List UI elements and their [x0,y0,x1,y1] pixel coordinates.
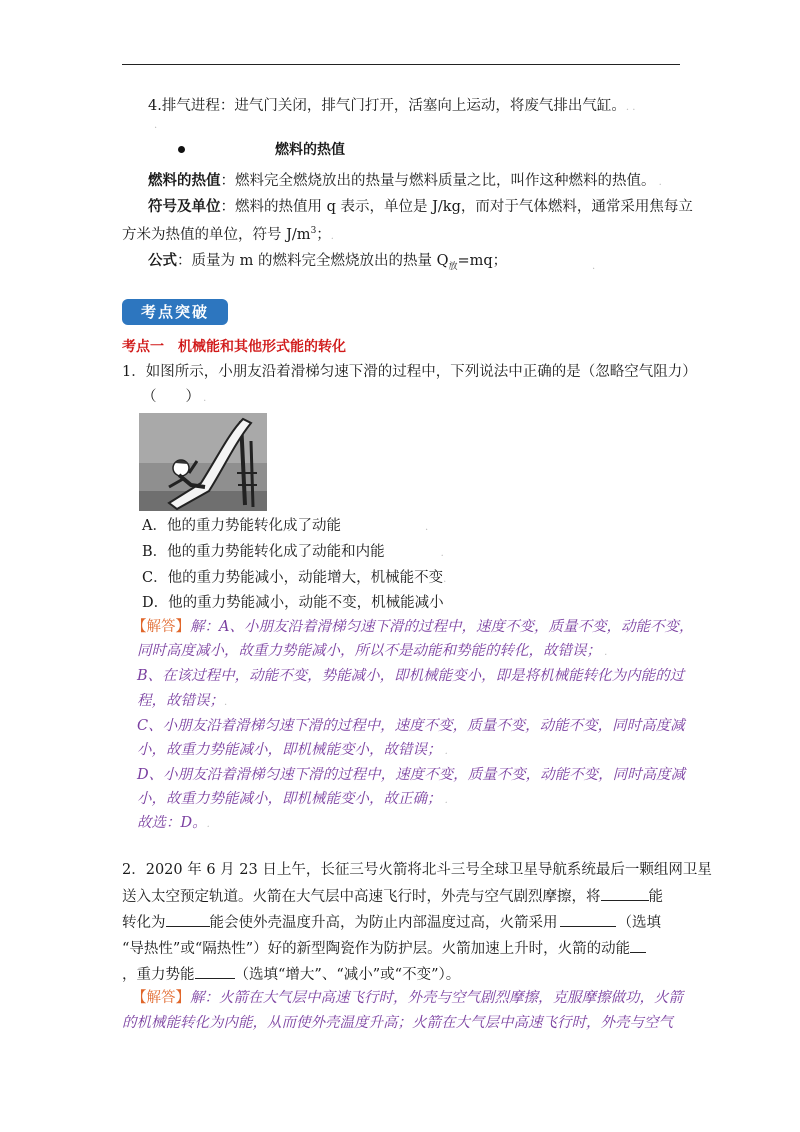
a1-line-5: C、小朋友沿着滑梯匀速下滑的过程中，速度不变，质量不变，动能不变，同时高度减 [137,718,685,734]
formula-label: 公式 [148,252,177,269]
a1-line-1 [132,617,693,637]
answer-text: 程，故错误； [137,693,224,709]
symbol-text-3: ； [316,226,331,243]
symbol-sup: 3 [310,226,317,236]
stroke4-text: 4.排气进程：进气门关闭，排气门打开，活塞向上运动，将废气排出气缸。. . [148,98,636,114]
q1-stem-line-1: 1．如图所示，小朋友沿着滑梯匀速下滑的过程中，下列说法中正确的是（忽略空气阻力） [122,364,697,380]
a1-line-6: 小，故重力势能减小，即机械能变小，故错误； . [137,742,448,758]
topic-heading: 考点一 机械能和其他形式能的转化 [122,339,346,355]
section-banner: 考点突破 [122,299,228,325]
q2-text: ，重力势能 [122,967,195,983]
option-text: B．他的重力势能转化成了动能和内能 [142,544,385,560]
heat-value-text: ：燃料完全燃烧放出的热量与燃料质量之比，叫作这种燃料的热值。 [220,173,656,189]
q2-line-2 [122,886,663,907]
blank-field[interactable] [630,938,646,953]
q2-line-5 [122,964,460,985]
blank-field[interactable] [195,964,235,979]
a1-line-4: 程，故错误；. [137,693,228,709]
formula-text-1: ：质量为 m 的燃料完全燃烧放出的热量 Q [177,253,449,269]
bullet-dot [178,146,185,153]
answer-text: 小，故重力势能减小，即机械能变小，故错误； [137,742,442,758]
blank-field[interactable] [166,912,210,927]
a2-line-2: 的机械能转化为内能，从而使外壳温度升高；火箭在大气层中高速飞行时，外壳与空气 [122,1015,673,1031]
answer-text: 小，故重力势能减小，即机械能变小，故正确； [137,791,442,807]
formula-text-2: =mq； [457,253,508,269]
option-text: A．他的重力势能转化成了动能 [142,518,341,534]
answer-text: 故选：D。 [137,815,207,831]
option-text: D．他的重力势能减小，动能不变，机械能减小 [142,595,444,611]
symbol-line-2: 方米为热值的单位，符号 $J/m^3$；. [122,226,334,243]
a1-line-8: 小，故重力势能减小，即机械能变小，故正确； . [137,791,448,807]
a1-line-9: 故选：D。. [137,815,210,831]
q2-text: 转化为 [122,915,166,931]
formula-line [148,251,507,277]
heat-value-definition: 燃料的热值：燃料完全燃烧放出的热量与燃料质量之比，叫作这种燃料的热值。 . [148,172,662,189]
answer-text: 解：A、小朋友沿着滑梯匀速下滑的过程中，速度不变，质量不变，动能不变， [190,619,694,635]
q2-line-1: 2．2020 年 6 月 23 日上午，长征三号火箭将北斗三号全球卫星导航系统最后一颗组网卫星 [122,862,712,878]
formula-sub: 放 [448,261,458,272]
stroke4-content: 4.排气进程：进气门关闭，排气门打开，活塞向上运动，将废气排出气缸。 [148,98,626,114]
answer-text: 同时高度减小，故重力势能减小，所以不是动能和势能的转化，故错误； [137,643,601,659]
para-mark: . [592,261,596,272]
q1-option-d [142,593,444,613]
q1-answer-bracket: （ ） [142,389,200,405]
q2-line-3 [122,912,661,933]
option-text: C．他的重力势能减小，动能增大，机械能不变 [142,570,444,586]
answer-tag: 【解答】 [132,990,190,1006]
q2-text: 送入太空预定轨道。火箭在大气层中高速飞行时，外壳与空气剧烈摩擦，将 [122,889,601,905]
a2-line-1 [132,988,683,1008]
header-rule [122,64,680,65]
a1-line-2: 同时高度减小，故重力势能减小，所以不是动能和势能的转化，故错误； . [137,643,608,659]
q1-option-c: C．他的重力势能减小，动能增大，机械能不变. [142,570,447,586]
heat-value-label: 燃料的热值 [148,172,221,189]
symbol-text-1: ：燃料的热值用 q 表示，单位是 J/kg，而对于气体燃料，通常采用焦每立 [220,199,693,215]
q1-option-b: B．他的重力势能转化成了动能和内能 . [142,544,444,560]
blank-field[interactable] [560,912,616,927]
q2-text: 能会使外壳温度升高，为防止内部温度过高，火箭采用 [209,915,558,931]
q2-text: “导热性”或“隔热性”）好的新型陶瓷作为防护层。火箭加速上升时，火箭的动能 [122,941,631,957]
blank-field[interactable] [601,886,649,901]
a1-line-7: D、小朋友沿着滑梯匀速下滑的过程中，速度不变，质量不变，动能不变，同时高度减 [137,767,686,783]
answer-text: 解：火箭在大气层中高速飞行时，外壳与空气剧烈摩擦，克服摩擦做功，火箭 [190,990,683,1006]
a1-line-3: B、在该过程中，动能不变，势能减小，即机械能变小，即是将机械能转化为内能的过 [137,668,685,684]
q2-text: （选填 [617,915,661,931]
q2-text: （选填“增大”、“减小”或“不变”）。 [234,967,461,983]
para-mark: . [154,120,158,131]
section-heading: 燃料的热值 [275,142,345,158]
slide-illustration [139,413,267,511]
symbol-text-2: 方米为热值的单位，符号 J/m [122,226,311,243]
symbol-line-1 [148,197,693,217]
q2-line-4 [122,938,646,959]
q1-option-a: A．他的重力势能转化成了动能 . [142,518,429,534]
q1-stem-line-2: （ ） . [142,389,207,405]
answer-tag: 【解答】 [132,619,190,635]
q2-text: 能 [648,889,663,905]
symbol-label: 符号及单位 [148,198,221,215]
